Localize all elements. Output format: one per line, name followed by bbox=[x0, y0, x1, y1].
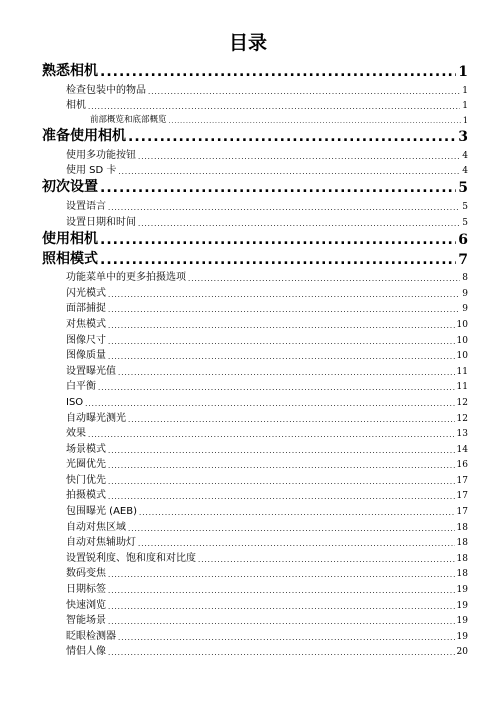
toc-entry-label: 准备使用相机 bbox=[42, 128, 126, 145]
toc-entry[interactable] bbox=[42, 533, 468, 549]
toc-entry[interactable] bbox=[42, 60, 468, 80]
toc-entry-page-number: 16 bbox=[456, 460, 468, 471]
dot-leader bbox=[108, 306, 460, 314]
toc-entry-page-number: 17 bbox=[456, 507, 468, 518]
toc-entry-label: 拍摄模式 bbox=[66, 490, 106, 502]
toc-entry-page-number: 5 bbox=[462, 201, 468, 212]
dot-leader bbox=[118, 168, 460, 176]
dot-leader bbox=[128, 416, 455, 424]
toc-entry-page-number: 4 bbox=[462, 166, 468, 177]
toc-entry-label: 闪光模式 bbox=[66, 287, 106, 299]
toc-entry[interactable] bbox=[42, 361, 468, 377]
toc-entry[interactable] bbox=[42, 80, 468, 96]
toc-entry-page-number: 11 bbox=[456, 382, 468, 393]
toc-entry[interactable] bbox=[42, 268, 468, 284]
toc-entry[interactable] bbox=[42, 470, 468, 486]
toc-entry[interactable] bbox=[42, 439, 468, 455]
toc-entry-page-number: 10 bbox=[456, 335, 468, 346]
dot-leader bbox=[108, 338, 455, 346]
toc-entry[interactable] bbox=[42, 330, 468, 346]
toc-entry-label: 自动对焦辅助灯 bbox=[66, 537, 136, 549]
toc-entry-page-number: 20 bbox=[456, 647, 468, 658]
toc-entry-label: 照相模式 bbox=[42, 250, 98, 267]
toc-entry-label: 自动对焦区域 bbox=[66, 521, 126, 533]
dot-leader bbox=[108, 603, 455, 611]
toc-entry-label: 图像质量 bbox=[66, 350, 106, 362]
dot-leader bbox=[85, 400, 454, 408]
toc-entry[interactable] bbox=[42, 595, 468, 611]
toc-entry[interactable] bbox=[42, 161, 468, 177]
toc-entry-label: 情侣人像 bbox=[66, 646, 106, 658]
toc-entry-label: 快速浏览 bbox=[66, 599, 106, 611]
dot-leader bbox=[108, 587, 455, 595]
toc-entry[interactable] bbox=[42, 455, 468, 471]
toc-entry-label: 使用多功能按钮 bbox=[66, 149, 136, 161]
toc-entry-label: 光圈优先 bbox=[66, 459, 106, 471]
toc-entry-page-number: 1 bbox=[462, 101, 468, 112]
toc-entry-page-number: 19 bbox=[456, 600, 468, 611]
toc-entry[interactable] bbox=[42, 176, 468, 196]
dot-leader bbox=[198, 556, 455, 564]
toc-entry[interactable] bbox=[42, 283, 468, 299]
toc-entry[interactable] bbox=[42, 96, 468, 112]
toc-entry-page-number: 5 bbox=[462, 217, 468, 228]
toc-entry[interactable] bbox=[42, 564, 468, 580]
toc-entry[interactable] bbox=[42, 486, 468, 502]
toc-entry[interactable] bbox=[42, 125, 468, 145]
toc-entry-page-number: 6 bbox=[458, 231, 468, 248]
toc-entry-label: 效果 bbox=[66, 428, 86, 440]
dot-leader bbox=[169, 118, 461, 125]
dot-leader bbox=[108, 493, 455, 501]
toc-entry-label: 设置锐利度、饱和度和对比度 bbox=[66, 552, 196, 564]
toc-entry-label: 设置语言 bbox=[66, 200, 106, 212]
toc-entry[interactable] bbox=[42, 248, 468, 268]
dot-leader bbox=[108, 649, 455, 657]
toc-entry-page-number: 19 bbox=[456, 616, 468, 627]
dot-leader bbox=[138, 220, 460, 228]
toc-entry-page-number: 18 bbox=[456, 569, 468, 580]
toc-entry[interactable] bbox=[42, 642, 468, 658]
dot-leader bbox=[108, 353, 455, 361]
dot-leader bbox=[100, 232, 456, 248]
toc-entry-page-number: 9 bbox=[462, 288, 468, 299]
toc-entry-page-number: 11 bbox=[456, 366, 468, 377]
toc-entry-page-number: 4 bbox=[462, 150, 468, 161]
toc-entry-label: 设置曝光值 bbox=[66, 365, 116, 377]
dot-leader bbox=[108, 462, 455, 470]
dot-leader bbox=[128, 525, 455, 533]
toc-entry-label: 智能场景 bbox=[66, 615, 106, 627]
toc-entry-page-number: 12 bbox=[456, 413, 468, 424]
toc-entry-label: 白平衡 bbox=[66, 381, 96, 393]
dot-leader bbox=[100, 252, 456, 268]
dot-leader bbox=[108, 291, 460, 299]
dot-leader bbox=[138, 153, 460, 161]
toc-entry-page-number: 10 bbox=[456, 319, 468, 330]
toc-entry-label: 检查包装中的物品 bbox=[66, 84, 146, 96]
toc-entry-page-number: 8 bbox=[462, 273, 468, 284]
toc-entry-page-number: 1 bbox=[462, 116, 468, 126]
dot-leader bbox=[108, 478, 455, 486]
dot-leader bbox=[118, 634, 455, 642]
toc-entry[interactable] bbox=[42, 111, 468, 125]
toc-entry[interactable] bbox=[42, 548, 468, 564]
toc-entry-label: 场景模式 bbox=[66, 443, 106, 455]
toc-entry[interactable] bbox=[42, 611, 468, 627]
toc-entry-page-number: 18 bbox=[456, 522, 468, 533]
toc-entry[interactable] bbox=[42, 346, 468, 362]
toc-entry[interactable] bbox=[42, 501, 468, 517]
toc-entry[interactable] bbox=[42, 626, 468, 642]
toc-entry-page-number: 1 bbox=[458, 64, 468, 80]
toc-entry-label: ISO bbox=[66, 396, 84, 408]
toc-entry-label: 使用 SD 卡 bbox=[66, 165, 117, 177]
toc-entry[interactable] bbox=[42, 212, 468, 228]
toc-entry[interactable] bbox=[42, 408, 468, 424]
dot-leader bbox=[108, 571, 455, 579]
toc-entry-label: 熟悉相机 bbox=[42, 63, 98, 79]
toc-entry-label: 数码变焦 bbox=[66, 568, 106, 580]
toc-entry-label: 对焦模式 bbox=[66, 318, 106, 330]
toc-entry-label: 自动曝光测光 bbox=[66, 412, 126, 424]
toc-entry-page-number: 10 bbox=[456, 351, 468, 362]
dot-leader bbox=[188, 275, 460, 283]
toc-entry-page-number: 18 bbox=[456, 553, 468, 564]
toc-entry-page-number: 9 bbox=[462, 304, 468, 315]
dot-leader bbox=[98, 384, 455, 392]
toc-entry-label: 初次设置 bbox=[42, 179, 98, 196]
dot-leader bbox=[128, 129, 456, 145]
dot-leader bbox=[108, 322, 455, 330]
toc-entry[interactable] bbox=[42, 579, 468, 595]
toc-entry-page-number: 18 bbox=[456, 538, 468, 549]
toc-entry-page-number: 7 bbox=[458, 251, 468, 268]
toc-entry-label: 面部捕捉 bbox=[66, 303, 106, 315]
toc-entry[interactable] bbox=[42, 228, 468, 248]
page-title: 目录 bbox=[228, 32, 267, 54]
toc-entry-label: 日期标签 bbox=[66, 584, 106, 596]
toc-entry[interactable] bbox=[42, 517, 468, 533]
dot-leader bbox=[139, 509, 455, 517]
toc-entry-label: 功能菜单中的更多拍摄选项 bbox=[66, 272, 186, 284]
dot-leader bbox=[88, 431, 455, 439]
toc-entry[interactable] bbox=[42, 392, 468, 408]
dot-leader bbox=[148, 88, 460, 96]
dot-leader bbox=[138, 540, 455, 548]
toc-entry[interactable] bbox=[42, 145, 468, 161]
toc-entry-page-number: 13 bbox=[456, 429, 468, 440]
dot-leader bbox=[108, 204, 460, 212]
toc-entry-page-number: 17 bbox=[456, 491, 468, 502]
toc-entry[interactable] bbox=[42, 377, 468, 393]
toc-entry-page-number: 19 bbox=[456, 631, 468, 642]
toc-entry-page-number: 17 bbox=[456, 475, 468, 486]
toc-entry-page-number: 12 bbox=[456, 397, 468, 408]
toc-entry-label: 使用相机 bbox=[42, 230, 98, 247]
toc-entry-page-number: 14 bbox=[456, 444, 468, 455]
toc-entry-label: 快门优先 bbox=[66, 474, 106, 486]
toc-entry-label: 相机 bbox=[66, 100, 86, 112]
toc-entry-page-number: 3 bbox=[458, 129, 468, 146]
toc-entry-label: 包围曝光 (AEB) bbox=[66, 506, 138, 518]
toc-entry-page-number: 5 bbox=[458, 180, 468, 197]
toc-entry-label: 眨眼检测器 bbox=[66, 630, 116, 642]
table-of-contents bbox=[42, 60, 468, 657]
dot-leader bbox=[88, 103, 460, 111]
toc-entry-label: 设置日期和时间 bbox=[66, 216, 136, 228]
toc-entry[interactable] bbox=[42, 424, 468, 440]
toc-entry[interactable] bbox=[42, 196, 468, 212]
toc-entry-page-number: 1 bbox=[462, 85, 468, 96]
toc-entry-label: 图像尺寸 bbox=[66, 334, 106, 346]
toc-entry-page-number: 19 bbox=[456, 585, 468, 596]
dot-leader bbox=[118, 369, 455, 377]
toc-entry[interactable] bbox=[42, 299, 468, 315]
toc-entry[interactable] bbox=[42, 314, 468, 330]
toc-entry-label: 前部概览和底部概览 bbox=[90, 115, 167, 126]
dot-leader bbox=[108, 447, 455, 455]
dot-leader bbox=[100, 180, 456, 196]
dot-leader bbox=[108, 618, 455, 626]
dot-leader bbox=[100, 64, 456, 80]
